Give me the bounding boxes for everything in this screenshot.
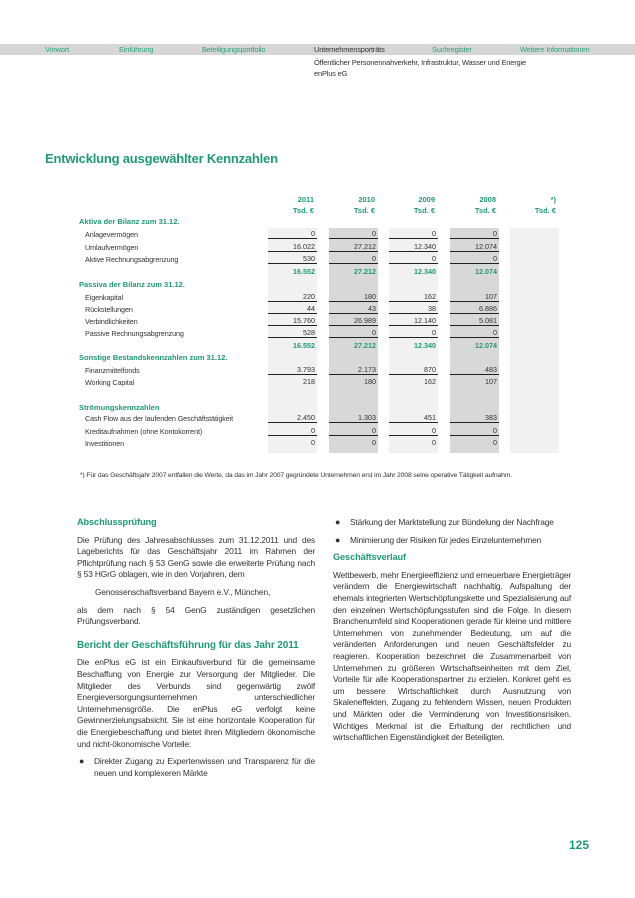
table-cell-total: 16.552 bbox=[293, 341, 315, 350]
table-cell: 43 bbox=[329, 303, 378, 314]
breadcrumb-company[interactable]: enPlus eG bbox=[314, 69, 348, 78]
table-cell: 27.212 bbox=[329, 241, 378, 252]
table-cell: 0 bbox=[432, 438, 436, 447]
table-cell: 12.340 bbox=[389, 241, 438, 252]
table-cell: 5.081 bbox=[450, 315, 499, 326]
table-cell: 0 bbox=[493, 438, 497, 447]
table-cell: 2.450 bbox=[268, 412, 317, 423]
section-title: Entwicklung ausgewählter Kennzahlen bbox=[45, 151, 278, 166]
list-item: ● Stärkung der Marktstellung zur Bündelung der Nachfrage bbox=[335, 517, 554, 527]
table-cell: 528 bbox=[268, 327, 317, 338]
table-cell: 15.760 bbox=[268, 315, 317, 326]
heading-geschaeftsverlauf: Geschäftsverlauf bbox=[333, 552, 406, 563]
table-cell: 383 bbox=[450, 412, 499, 423]
table-cell: 2.173 bbox=[329, 364, 378, 375]
table-cell: 180 bbox=[329, 291, 378, 302]
table-cell: 162 bbox=[389, 291, 438, 302]
row-label: Working Capital bbox=[85, 378, 135, 387]
table-cell: 0 bbox=[329, 253, 378, 264]
table-cell-total: 12.074 bbox=[475, 267, 497, 276]
row-label: Finanzmittelfonds bbox=[85, 366, 140, 375]
table-cell: 3.793 bbox=[268, 364, 317, 375]
col-unit-2008: Tsd. € bbox=[474, 206, 496, 215]
heading-bericht-geschaeftsfuehrung: Bericht der Geschäftsführung für das Jahr 2011 bbox=[77, 639, 299, 651]
row-label: Passive Rechnungsabgrenzung bbox=[85, 329, 184, 338]
table-cell: 0 bbox=[450, 228, 499, 239]
table-cell: 44 bbox=[268, 303, 317, 314]
table-cell: 0 bbox=[389, 425, 438, 436]
row-label: Aktive Rechnungsabgrenzung bbox=[85, 255, 179, 264]
table-cell: 0 bbox=[450, 327, 499, 338]
table-cell-total: 27.212 bbox=[354, 341, 376, 350]
table-cell: 12.140 bbox=[389, 315, 438, 326]
table-cell: 0 bbox=[311, 438, 315, 447]
table-cell: 0 bbox=[389, 228, 438, 239]
table-cell: 451 bbox=[389, 412, 438, 423]
table-cell: 0 bbox=[389, 253, 438, 264]
paragraph: Die enPlus eG ist ein Einkaufsverbund für die gemeinsame Beschaffung von Energie zur Versorgung der Mitglieder. Die Mitglieder des Verbunds sind gegenwärtig zwölf Energieversorgungsunternehmen unterschiedlicher Unternehmensgröße. Die enPlus eG verfolgt keine Gewinnerzielungsabsicht. Sie ist eine horizontale Kooperation für die Energiebeschaffung und bietet ihren Mitgliedern ökonomische und nicht-ökonomische Vorteile: bbox=[77, 657, 315, 749]
table-cell: 0 bbox=[329, 228, 378, 239]
col-year-2008: 2008 bbox=[479, 195, 496, 204]
row-label: Kreditaufnahmen (ohne Kontokorrent) bbox=[85, 427, 203, 436]
table-cell: 870 bbox=[389, 364, 438, 375]
table-cell: 0 bbox=[268, 425, 317, 436]
column-bg-note bbox=[510, 228, 559, 453]
top-navigation bbox=[0, 44, 635, 55]
list-item: ● Minimierung der Risiken für jedes Einzelunternehmen bbox=[335, 534, 542, 545]
table-cell-total: 16.552 bbox=[293, 267, 315, 276]
col-year-2011: 2011 bbox=[297, 195, 314, 204]
table-cell: 107 bbox=[485, 377, 497, 386]
table-cell: 483 bbox=[450, 364, 499, 375]
row-label: Eigenkapital bbox=[85, 293, 123, 302]
footnote: *) Für das Geschäftsjahr 2007 entfallen die Werte, da das im Jahr 2007 gegründete Unternehmen erst im Jahr 2008 seine operative Tätigkeit aufnahm. bbox=[80, 472, 512, 479]
advantages-list bbox=[77, 756, 315, 779]
advantages-list-continued bbox=[333, 517, 571, 546]
col-unit-2009: Tsd. € bbox=[413, 206, 435, 215]
table-cell: 0 bbox=[329, 327, 378, 338]
row-label: Rückstellungen bbox=[85, 305, 133, 314]
nav-einfuehrung[interactable]: Einführung bbox=[119, 45, 154, 54]
row-label: Anlagevermögen bbox=[85, 230, 138, 239]
table-cell: 12.074 bbox=[450, 241, 499, 252]
nav-unternehmensportraets[interactable]: Unternehmensporträts bbox=[314, 45, 385, 54]
table-cell-total: 12.340 bbox=[414, 341, 436, 350]
list-item: ● Direkter Zugang zu Expertenwissen und Transparenz für die neuen und komplexeren Märkte bbox=[79, 756, 315, 778]
table-cell-total: 12.074 bbox=[475, 341, 497, 350]
table-cell: 1.303 bbox=[329, 412, 378, 423]
row-label: Cash Flow aus der laufenden Geschäftstätigkeit bbox=[85, 414, 234, 423]
col-year-2010: 2010 bbox=[358, 195, 375, 204]
table-cell: 0 bbox=[450, 253, 499, 264]
table-cell: 26.989 bbox=[329, 315, 378, 326]
heading-abschlusspruefung: Abschlussprüfung bbox=[77, 517, 157, 527]
table-cell: 0 bbox=[372, 438, 376, 447]
table-cell: 0 bbox=[329, 425, 378, 436]
col-year-2009: 2009 bbox=[418, 195, 435, 204]
col-note-marker: *) bbox=[550, 195, 556, 204]
table-cell: 220 bbox=[268, 291, 317, 302]
paragraph: Wettbewerb, mehr Energieeffizienz und erneuerbare Energieträger verändern die Energiewirtschaft nachhaltig. Aufspaltung der ehemals integrierten Wertschöpfungskette und Spezialisierung auf den einzelnen Wertschöpfungsstufen sind die Folge. In diesem Branchenumfeld sind Kooperationen gerade für kleine und mittlere Unternehmen von zunehmender Bedeutung, um auf die veränderten Anforderungen und neuen Geschäftsfelder zu reagieren. Kooperation bezeichnet die Zusammenarbeit von Unternehmen zu größeren Wirtschaftseinheiten mit dem Ziel, Vorteile für alle Kooperationspartner zu erzielen. Konkret geht es um bessere Wirtschaftlichkeit durch Ausnutzung von Skaleneffekten, Zugang zu fehlendem Wissen, neuen Produkten und Märkten oder die Verminderung von Investitionsrisiken. Wichtiges Merkmal ist die Erhaltung der rechtlichen und wirtschaftlichen Eigenständigkeit der Beteiligten. bbox=[333, 569, 571, 743]
col-unit-2010: Tsd. € bbox=[353, 206, 375, 215]
nav-vorwort[interactable]: Vorwort bbox=[45, 45, 70, 54]
paragraph-auditor: Genossenschaftsverband Bayern e.V., München, bbox=[95, 586, 271, 597]
paragraph: Die Prüfung des Jahresabschlusses zum 31.12.2011 und des Lageberichts für das Geschäftsjahr 2011 im Rahmen der Pflichtprüfung nach § 53 GenG sowie die erweiterte Prüfung nach § 53 HGrG oblagen, wie in den Vorjahren, dem bbox=[77, 534, 315, 580]
bullet-icon: ● bbox=[79, 756, 85, 767]
table-cell: 180 bbox=[364, 377, 376, 386]
table-cell: 107 bbox=[450, 291, 499, 302]
table-cell: 218 bbox=[303, 377, 315, 386]
group-stroemung: Strömungskennzahlen bbox=[79, 403, 160, 412]
group-sonstige: Sonstige Bestandskennzahlen zum 31.12. bbox=[79, 353, 228, 362]
nav-suchregister[interactable]: Suchregister bbox=[432, 45, 472, 54]
table-cell-total: 27.212 bbox=[354, 267, 376, 276]
group-passiva: Passiva der Bilanz zum 31.12. bbox=[79, 280, 185, 289]
bullet-icon: ● bbox=[335, 517, 341, 527]
row-label: Investitionen bbox=[85, 439, 125, 448]
left-text-column bbox=[77, 517, 315, 785]
page-number: 125 bbox=[569, 838, 590, 852]
nav-beteiligungsportfolio[interactable]: Beteiligungsportfolio bbox=[202, 45, 266, 54]
paragraph: als dem nach § 54 GenG zuständigen gesetzlichen Prüfungsverband. bbox=[77, 604, 315, 627]
table-cell: 162 bbox=[424, 377, 436, 386]
row-label: Umlaufvermögen bbox=[85, 243, 139, 252]
group-aktiva: Aktiva der Bilanz zum 31.12. bbox=[79, 217, 180, 226]
table-cell-total: 12.340 bbox=[414, 267, 436, 276]
nav-weitere-informationen[interactable]: Weitere Informationen bbox=[520, 45, 590, 54]
table-cell: 0 bbox=[268, 228, 317, 239]
table-cell: 0 bbox=[450, 425, 499, 436]
breadcrumb-category[interactable]: Öffentlicher Personennahverkehr, Infrastruktur, Wasser und Energie bbox=[314, 58, 526, 67]
table-cell: 0 bbox=[389, 327, 438, 338]
row-label: Verbindlichkeiten bbox=[85, 317, 138, 326]
table-cell: 530 bbox=[268, 253, 317, 264]
table-cell: 6.886 bbox=[450, 303, 499, 314]
table-cell: 16.022 bbox=[268, 241, 317, 252]
col-unit-2011: Tsd. € bbox=[292, 206, 314, 215]
right-text-column bbox=[333, 517, 571, 750]
table-cell: 38 bbox=[389, 303, 438, 314]
bullet-icon: ● bbox=[335, 534, 341, 545]
col-unit-note: Tsd. € bbox=[534, 206, 556, 215]
